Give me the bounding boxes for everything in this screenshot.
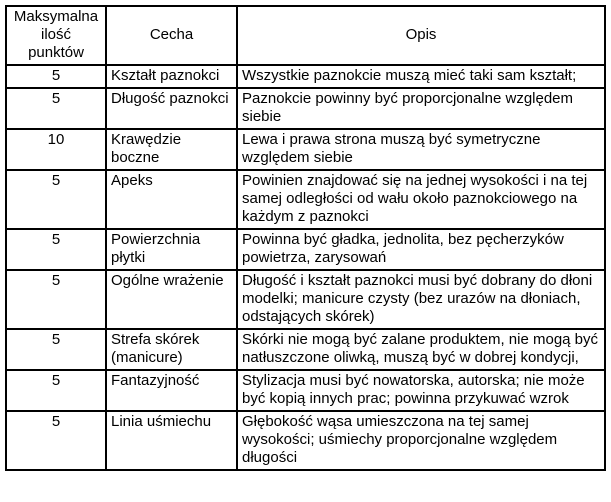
table-row xyxy=(6,129,605,170)
points-cell: 5 xyxy=(6,411,106,470)
cecha-cell: Długość paznokci xyxy=(106,88,237,129)
opis-cell: Długość i kształt paznokci musi być dobrany do dłoni modelki; manicure czysty (bez urazów na dłoniach, odstających skórek) xyxy=(237,270,605,329)
cecha-cell: Linia uśmiechu xyxy=(106,411,237,470)
points-cell: 5 xyxy=(6,88,106,129)
table-row xyxy=(6,329,605,370)
points-cell: 5 xyxy=(6,170,106,229)
points-cell: 5 xyxy=(6,229,106,270)
cecha-cell: Kształt paznokci xyxy=(106,65,237,88)
table-row xyxy=(6,229,605,270)
cecha-cell: Strefa skórek (manicure) xyxy=(106,329,237,370)
opis-cell: Lewa i prawa strona muszą być symetryczne względem siebie xyxy=(237,129,605,170)
scoring-criteria-table xyxy=(5,5,606,471)
opis-cell: Głębokość wąsa umieszczona na tej samej wysokości; uśmiechy proporcjonalne względem długości xyxy=(237,411,605,470)
cecha-cell: Fantazyjność xyxy=(106,370,237,411)
table-row xyxy=(6,370,605,411)
opis-cell: Stylizacja musi być nowatorska, autorska; nie może być kopią innych prac; powinna przykuwać wzrok xyxy=(237,370,605,411)
table-row xyxy=(6,88,605,129)
cecha-cell: Ogólne wrażenie xyxy=(106,270,237,329)
table-row xyxy=(6,270,605,329)
opis-cell: Skórki nie mogą być zalane produktem, nie mogą być natłuszczone oliwką, muszą być w dobrej kondycji, xyxy=(237,329,605,370)
cecha-cell: Krawędzie boczne xyxy=(106,129,237,170)
cecha-cell: Apeks xyxy=(106,170,237,229)
points-cell: 5 xyxy=(6,370,106,411)
table-row xyxy=(6,411,605,470)
column-header-max-points: Maksymalna ilość punktów xyxy=(6,6,106,65)
opis-cell: Wszystkie paznokcie muszą mieć taki sam kształt; xyxy=(237,65,605,88)
opis-cell: Powinien znajdować się na jednej wysokości i na tej samej odległości od wału około paznokciowego na każdym z paznokci xyxy=(237,170,605,229)
points-cell: 5 xyxy=(6,65,106,88)
column-header-cecha: Cecha xyxy=(106,6,237,65)
cecha-cell: Powierzchnia płytki xyxy=(106,229,237,270)
column-header-opis: Opis xyxy=(237,6,605,65)
points-cell: 5 xyxy=(6,329,106,370)
table-row xyxy=(6,65,605,88)
points-cell: 5 xyxy=(6,270,106,329)
opis-cell: Powinna być gładka, jednolita, bez pęcherzyków powietrza, zarysowań xyxy=(237,229,605,270)
points-cell: 10 xyxy=(6,129,106,170)
table-row xyxy=(6,170,605,229)
header-row xyxy=(6,6,605,65)
opis-cell: Paznokcie powinny być proporcjonalne względem siebie xyxy=(237,88,605,129)
